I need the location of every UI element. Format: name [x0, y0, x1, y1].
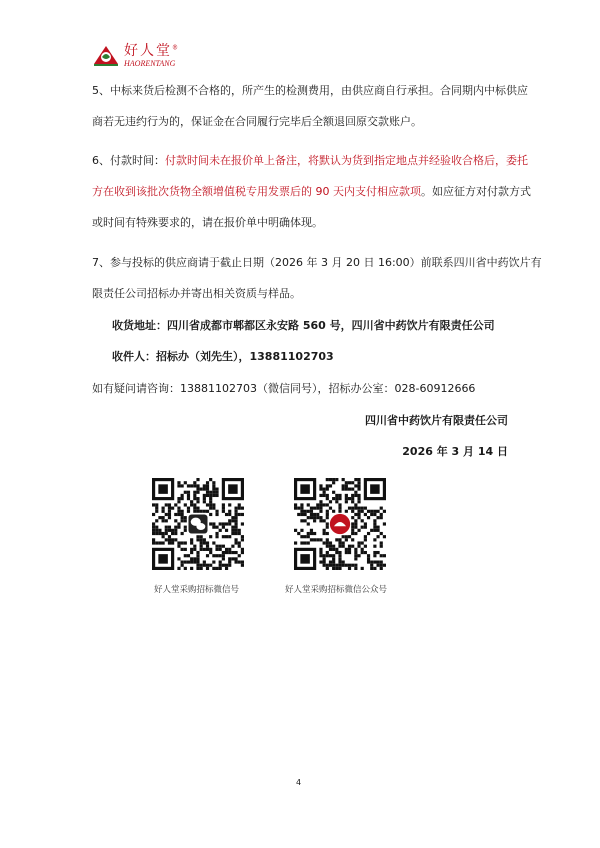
contact-info: 如有疑问请咨询：13881102703（微信同号），招标办公室：028-60912666 [92, 382, 476, 395]
wechat-qr-code [152, 478, 244, 570]
company-logo [92, 42, 180, 70]
para7-line2: 限责任公司招标办并寄出相关资质与样品。 [92, 287, 301, 300]
para7-line1: 7、参与投标的供应商请于截止日期（2026 年 3 月 20 日 16:00）前联系四川省中药饮片有 [92, 256, 542, 269]
recipient: 收件人：招标办（刘先生），13881102703 [112, 350, 334, 363]
delivery-address: 收货地址：四川省成都市郫都区永安路 560 号，四川省中药饮片有限责任公司 [112, 319, 495, 332]
para6-line3: 或时间有特殊要求的，请在报价单中明确体现。 [92, 216, 323, 229]
signature-date: 2026 年 3 月 14 日 [402, 445, 508, 458]
para5-line2: 商若无违约行为的，保证金在合同履行完毕后全额退回原交款账户。 [92, 115, 422, 128]
payment-terms-highlight: 付款时间未在报价单上备注，将默认为货到指定地点并经验收合格后，委托 [165, 154, 528, 167]
qr-caption-official-account: 好人堂采购招标微信公众号 [285, 585, 388, 595]
page-number: 4 [296, 778, 302, 787]
haorentang-emblem-icon [92, 42, 120, 70]
signature-company: 四川省中药饮片有限责任公司 [365, 414, 508, 427]
para6-line1: 6、付款时间：付款时间未在报价单上备注，将默认为货到指定地点并经验收合格后，委托 [92, 154, 528, 167]
payment-terms-highlight-cont: 方在收到该批次货物全额增值税专用发票后的 90 天内支付相应款项 [92, 185, 421, 198]
logo-chinese-name: 好人堂® [124, 43, 180, 59]
qr-caption-wechat: 好人堂采购招标微信号 [154, 585, 240, 595]
para5-line1: 5、中标来货后检测不合格的，所产生的检测费用，由供应商自行承担。合同期内中标供应 [92, 84, 528, 97]
official-account-qr-code [294, 478, 386, 570]
logo-english-name: HAORENTANG [124, 59, 176, 68]
para6-line2: 方在收到该批次货物全额增值税专用发票后的 90 天内支付相应款项。如应征方对付款方式 [92, 185, 531, 198]
